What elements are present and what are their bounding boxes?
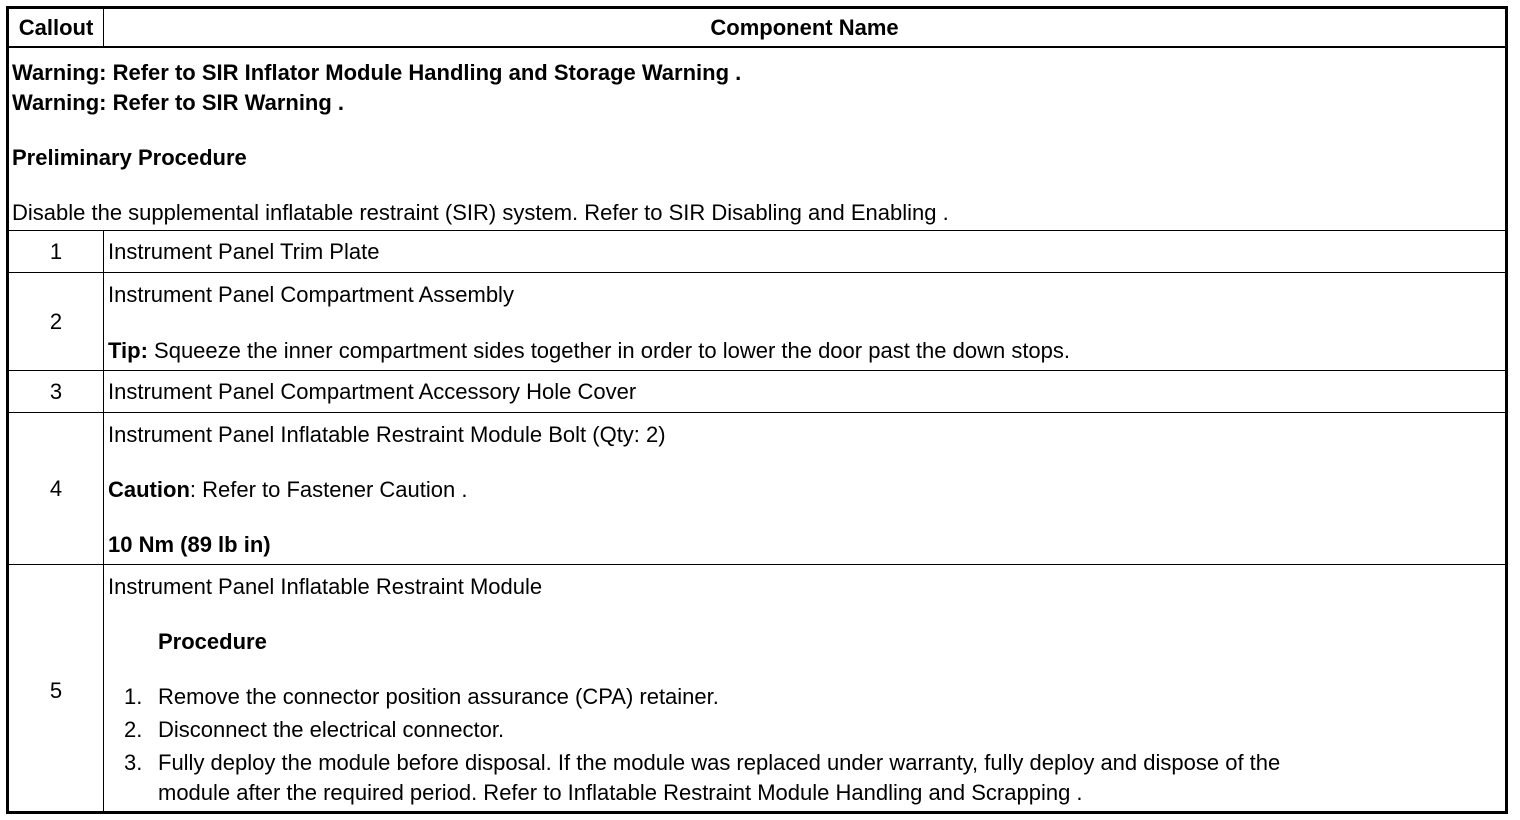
column-header-component-name: Component Name: [710, 14, 899, 40]
caution-text: : Refer to Fastener Caution .: [189, 477, 468, 502]
callout-number: 2: [49, 308, 63, 334]
step-text-continued: module after the required period. Refer to Inflatable Restraint Module Handling and Scrapping .: [158, 780, 1083, 805]
torque-spec: 10 Nm (89 lb in): [108, 532, 271, 557]
component-name: Instrument Panel Compartment Assembly: [108, 282, 514, 307]
column-divider: [103, 230, 104, 813]
preliminary-procedure-text: Disable the supplemental inflatable restraint (SIR) system. Refer to SIR Disabling and Enabling .: [12, 200, 949, 225]
row-divider: [9, 370, 1505, 371]
row-divider: [9, 564, 1505, 565]
component-name: Instrument Panel Inflatable Restraint Module Bolt (Qty: 2): [108, 422, 666, 447]
step-number: 3.: [124, 750, 143, 775]
component-name: Instrument Panel Compartment Accessory Hole Cover: [108, 379, 637, 404]
tip-note: [108, 338, 1070, 364]
step-text: Disconnect the electrical connector.: [158, 717, 505, 742]
preliminary-procedure-heading: Preliminary Procedure: [12, 145, 247, 170]
caution-label: Caution: [108, 477, 190, 502]
step-text: Remove the connector position assurance (CPA) retainer.: [158, 684, 719, 709]
row-divider: [9, 412, 1505, 413]
procedure-table: [6, 6, 1508, 814]
callout-number: 4: [49, 475, 63, 501]
step-text: Fully deploy the module before disposal. If the module was replaced under warranty, fully deploy and dispose of the: [158, 750, 1281, 775]
callout-number: 3: [49, 378, 63, 404]
callout-number: 1: [49, 238, 63, 264]
component-name: Instrument Panel Trim Plate: [108, 239, 380, 264]
step-number: 1.: [124, 684, 143, 709]
row-divider: [9, 272, 1505, 273]
procedure-heading: Procedure: [158, 629, 267, 654]
step-number: 2.: [124, 717, 143, 742]
warning-sir: Warning: Refer to SIR Warning .: [12, 90, 345, 115]
column-header-callout: Callout: [18, 14, 94, 40]
component-name: Instrument Panel Inflatable Restraint Module: [108, 574, 543, 599]
row-divider: [9, 46, 1505, 48]
caution-note: [108, 477, 467, 503]
tip-label: Tip:: [108, 338, 148, 363]
tip-text: Squeeze the inner compartment sides together in order to lower the door past the down stops.: [147, 338, 1071, 363]
callout-number: 5: [49, 678, 63, 703]
row-divider: [9, 230, 1505, 231]
warning-inflator-module: Warning: Refer to SIR Inflator Module Handling and Storage Warning .: [12, 60, 742, 85]
